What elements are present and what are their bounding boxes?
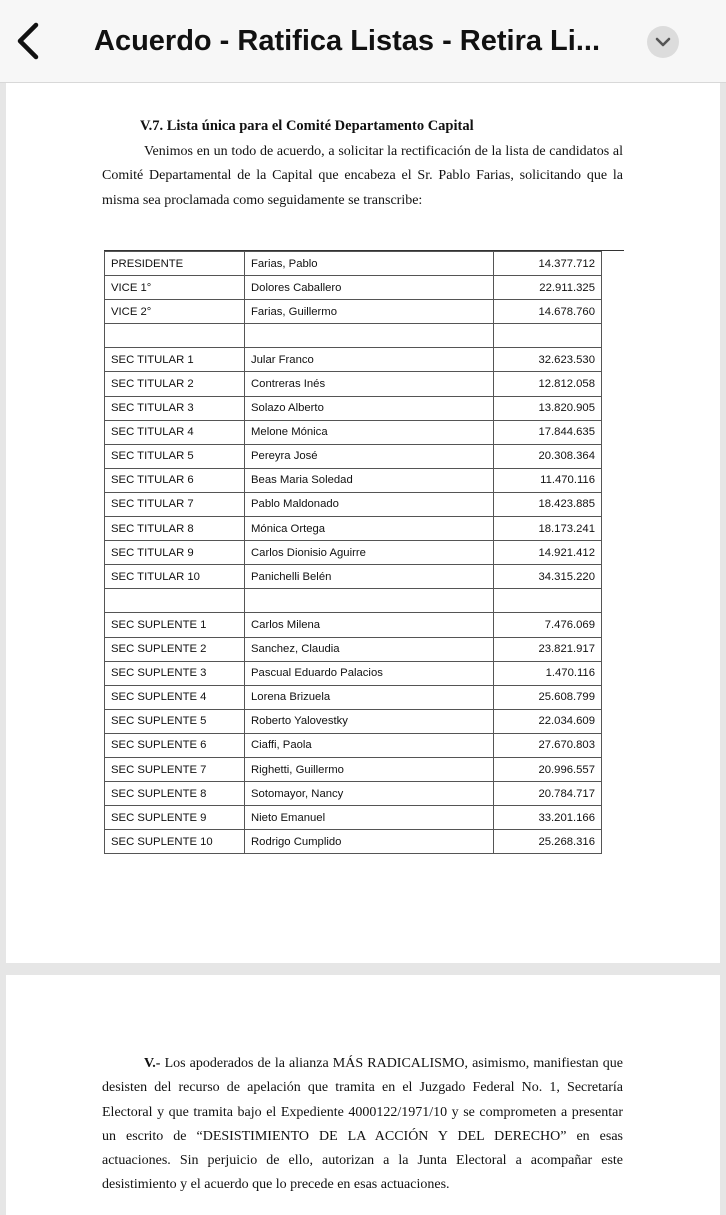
position-cell: SEC TITULAR 9 (105, 541, 245, 565)
dni-cell: 18.423.885 (494, 492, 602, 516)
name-cell: Mónica Ortega (245, 517, 494, 541)
name-cell: Jular Franco (245, 348, 494, 372)
table-row (105, 517, 602, 541)
name-cell: Sanchez, Claudia (245, 637, 494, 661)
table-row (105, 637, 602, 661)
name-cell: Melone Mónica (245, 420, 494, 444)
position-cell: SEC SUPLENTE 6 (105, 733, 245, 757)
table-row (105, 830, 602, 854)
position-cell: VICE 2° (105, 300, 245, 324)
desistimiento-paragraph (102, 1052, 623, 1198)
position-cell: PRESIDENTE (105, 252, 245, 276)
table-row (105, 733, 602, 757)
name-cell (245, 324, 494, 348)
name-cell: Pereyra José (245, 444, 494, 468)
table-row (105, 420, 602, 444)
dni-cell: 20.308.364 (494, 444, 602, 468)
position-cell (105, 589, 245, 613)
name-cell: Pablo Maldonado (245, 492, 494, 516)
name-cell: Beas Maria Soledad (245, 468, 494, 492)
table-row (105, 300, 602, 324)
quoted-title: DESISTIMIENTO DE LA ACCIÓN Y DEL DERECHO (202, 1128, 561, 1144)
name-cell: Rodrigo Cumplido (245, 830, 494, 854)
name-cell: Carlos Milena (245, 613, 494, 637)
name-cell: Dolores Caballero (245, 276, 494, 300)
dni-cell: 17.844.635 (494, 420, 602, 444)
section-heading: V.7. Lista única para el Comité Departamento Capital (140, 118, 474, 134)
table-row (105, 661, 602, 685)
position-cell: SEC TITULAR 6 (105, 468, 245, 492)
table-row (105, 324, 602, 348)
dni-cell: 14.678.760 (494, 300, 602, 324)
table-row (105, 613, 602, 637)
position-cell: SEC TITULAR 3 (105, 396, 245, 420)
dni-cell: 20.996.557 (494, 757, 602, 781)
position-cell: SEC TITULAR 1 (105, 348, 245, 372)
position-cell: SEC SUPLENTE 5 (105, 709, 245, 733)
table-row (105, 806, 602, 830)
table-row (105, 685, 602, 709)
back-button[interactable] (14, 22, 44, 60)
dni-cell: 32.623.530 (494, 348, 602, 372)
position-cell: SEC TITULAR 10 (105, 565, 245, 589)
paragraph-text: ” en esas actuaciones. Sin perjuicio de ello, autorizan a la Junta Electoral a acompañar este desistimiento y el acuerdo que lo precede en esas actuaciones. (102, 1128, 623, 1193)
table-row (105, 444, 602, 468)
name-cell: Farias, Guillermo (245, 300, 494, 324)
dni-cell: 22.911.325 (494, 276, 602, 300)
dni-cell: 33.201.166 (494, 806, 602, 830)
name-cell: Carlos Dionisio Aguirre (245, 541, 494, 565)
name-cell: Pascual Eduardo Palacios (245, 661, 494, 685)
position-cell: SEC TITULAR 5 (105, 444, 245, 468)
position-cell: VICE 1° (105, 276, 245, 300)
name-cell: Panichelli Belén (245, 565, 494, 589)
dni-cell: 25.608.799 (494, 685, 602, 709)
position-cell: SEC TITULAR 2 (105, 372, 245, 396)
position-cell: SEC SUPLENTE 8 (105, 782, 245, 806)
intro-paragraph: Venimos en un todo de acuerdo, a solicitar la rectificación de la lista de candidatos al Comité Departamental de la Capital que encabeza el Sr. Pablo Farias, solicitando que la misma sea proclamada como seguidamente se transcribe: (102, 144, 623, 208)
dni-cell: 18.173.241 (494, 517, 602, 541)
position-cell: SEC SUPLENTE 7 (105, 757, 245, 781)
paragraph-text: Los apoderados de la alianza (160, 1056, 333, 1071)
dni-cell: 12.812.058 (494, 372, 602, 396)
chevron-left-icon (14, 22, 44, 60)
dni-cell: 20.784.717 (494, 782, 602, 806)
table-row (105, 757, 602, 781)
name-cell: Roberto Yalovestky (245, 709, 494, 733)
dni-cell (494, 589, 602, 613)
table-row (105, 396, 602, 420)
position-cell (105, 324, 245, 348)
chevron-down-icon (647, 26, 679, 58)
name-cell (245, 589, 494, 613)
table-row (105, 782, 602, 806)
dni-cell: 14.377.712 (494, 252, 602, 276)
table-row (105, 276, 602, 300)
dni-cell: 11.470.116 (494, 468, 602, 492)
table-row (105, 372, 602, 396)
dni-cell (494, 324, 602, 348)
position-cell: SEC SUPLENTE 2 (105, 637, 245, 661)
name-cell: Lorena Brizuela (245, 685, 494, 709)
name-cell: Solazo Alberto (245, 396, 494, 420)
table-row (105, 541, 602, 565)
table-row (105, 492, 602, 516)
position-cell: SEC TITULAR 8 (105, 517, 245, 541)
position-cell: SEC SUPLENTE 9 (105, 806, 245, 830)
section-number: V.- (144, 1056, 161, 1071)
dni-cell: 13.820.905 (494, 396, 602, 420)
paragraph-text: , asimismo, manifiestan que desisten del recurso de apelación que tramita en el Juzgado Federal No. 1, Secretaría Electoral y que tramita bajo el Expediente 4000122/1971/10 y se comprometen a presentar un escrito de “ (102, 1056, 623, 1144)
dni-cell: 14.921.412 (494, 541, 602, 565)
table-row (105, 468, 602, 492)
name-cell: Contreras Inés (245, 372, 494, 396)
name-cell: Righetti, Guillermo (245, 757, 494, 781)
name-cell: Nieto Emanuel (245, 806, 494, 830)
name-cell: Sotomayor, Nancy (245, 782, 494, 806)
title-menu-button[interactable] (647, 26, 679, 58)
position-cell: SEC TITULAR 7 (105, 492, 245, 516)
document-title: Acuerdo - Ratifica Listas - Retira Li... (94, 25, 600, 57)
position-cell: SEC SUPLENTE 10 (105, 830, 245, 854)
table-row (105, 348, 602, 372)
dni-cell: 27.670.803 (494, 733, 602, 757)
table-row (105, 252, 602, 276)
dni-cell: 34.315.220 (494, 565, 602, 589)
position-cell: SEC SUPLENTE 3 (105, 661, 245, 685)
party-name: MÁS RADICALISMO (332, 1056, 465, 1071)
position-cell: SEC SUPLENTE 1 (105, 613, 245, 637)
dni-cell: 22.034.609 (494, 709, 602, 733)
candidate-table (104, 251, 602, 854)
position-cell: SEC SUPLENTE 4 (105, 685, 245, 709)
table-row (105, 589, 602, 613)
dni-cell: 23.821.917 (494, 637, 602, 661)
nav-bar (0, 0, 726, 83)
dni-cell: 25.268.316 (494, 830, 602, 854)
name-cell: Farias, Pablo (245, 252, 494, 276)
name-cell: Ciaffi, Paola (245, 733, 494, 757)
table-row (105, 709, 602, 733)
position-cell: SEC TITULAR 4 (105, 420, 245, 444)
table-row (105, 565, 602, 589)
dni-cell: 1.470.116 (494, 661, 602, 685)
dni-cell: 7.476.069 (494, 613, 602, 637)
